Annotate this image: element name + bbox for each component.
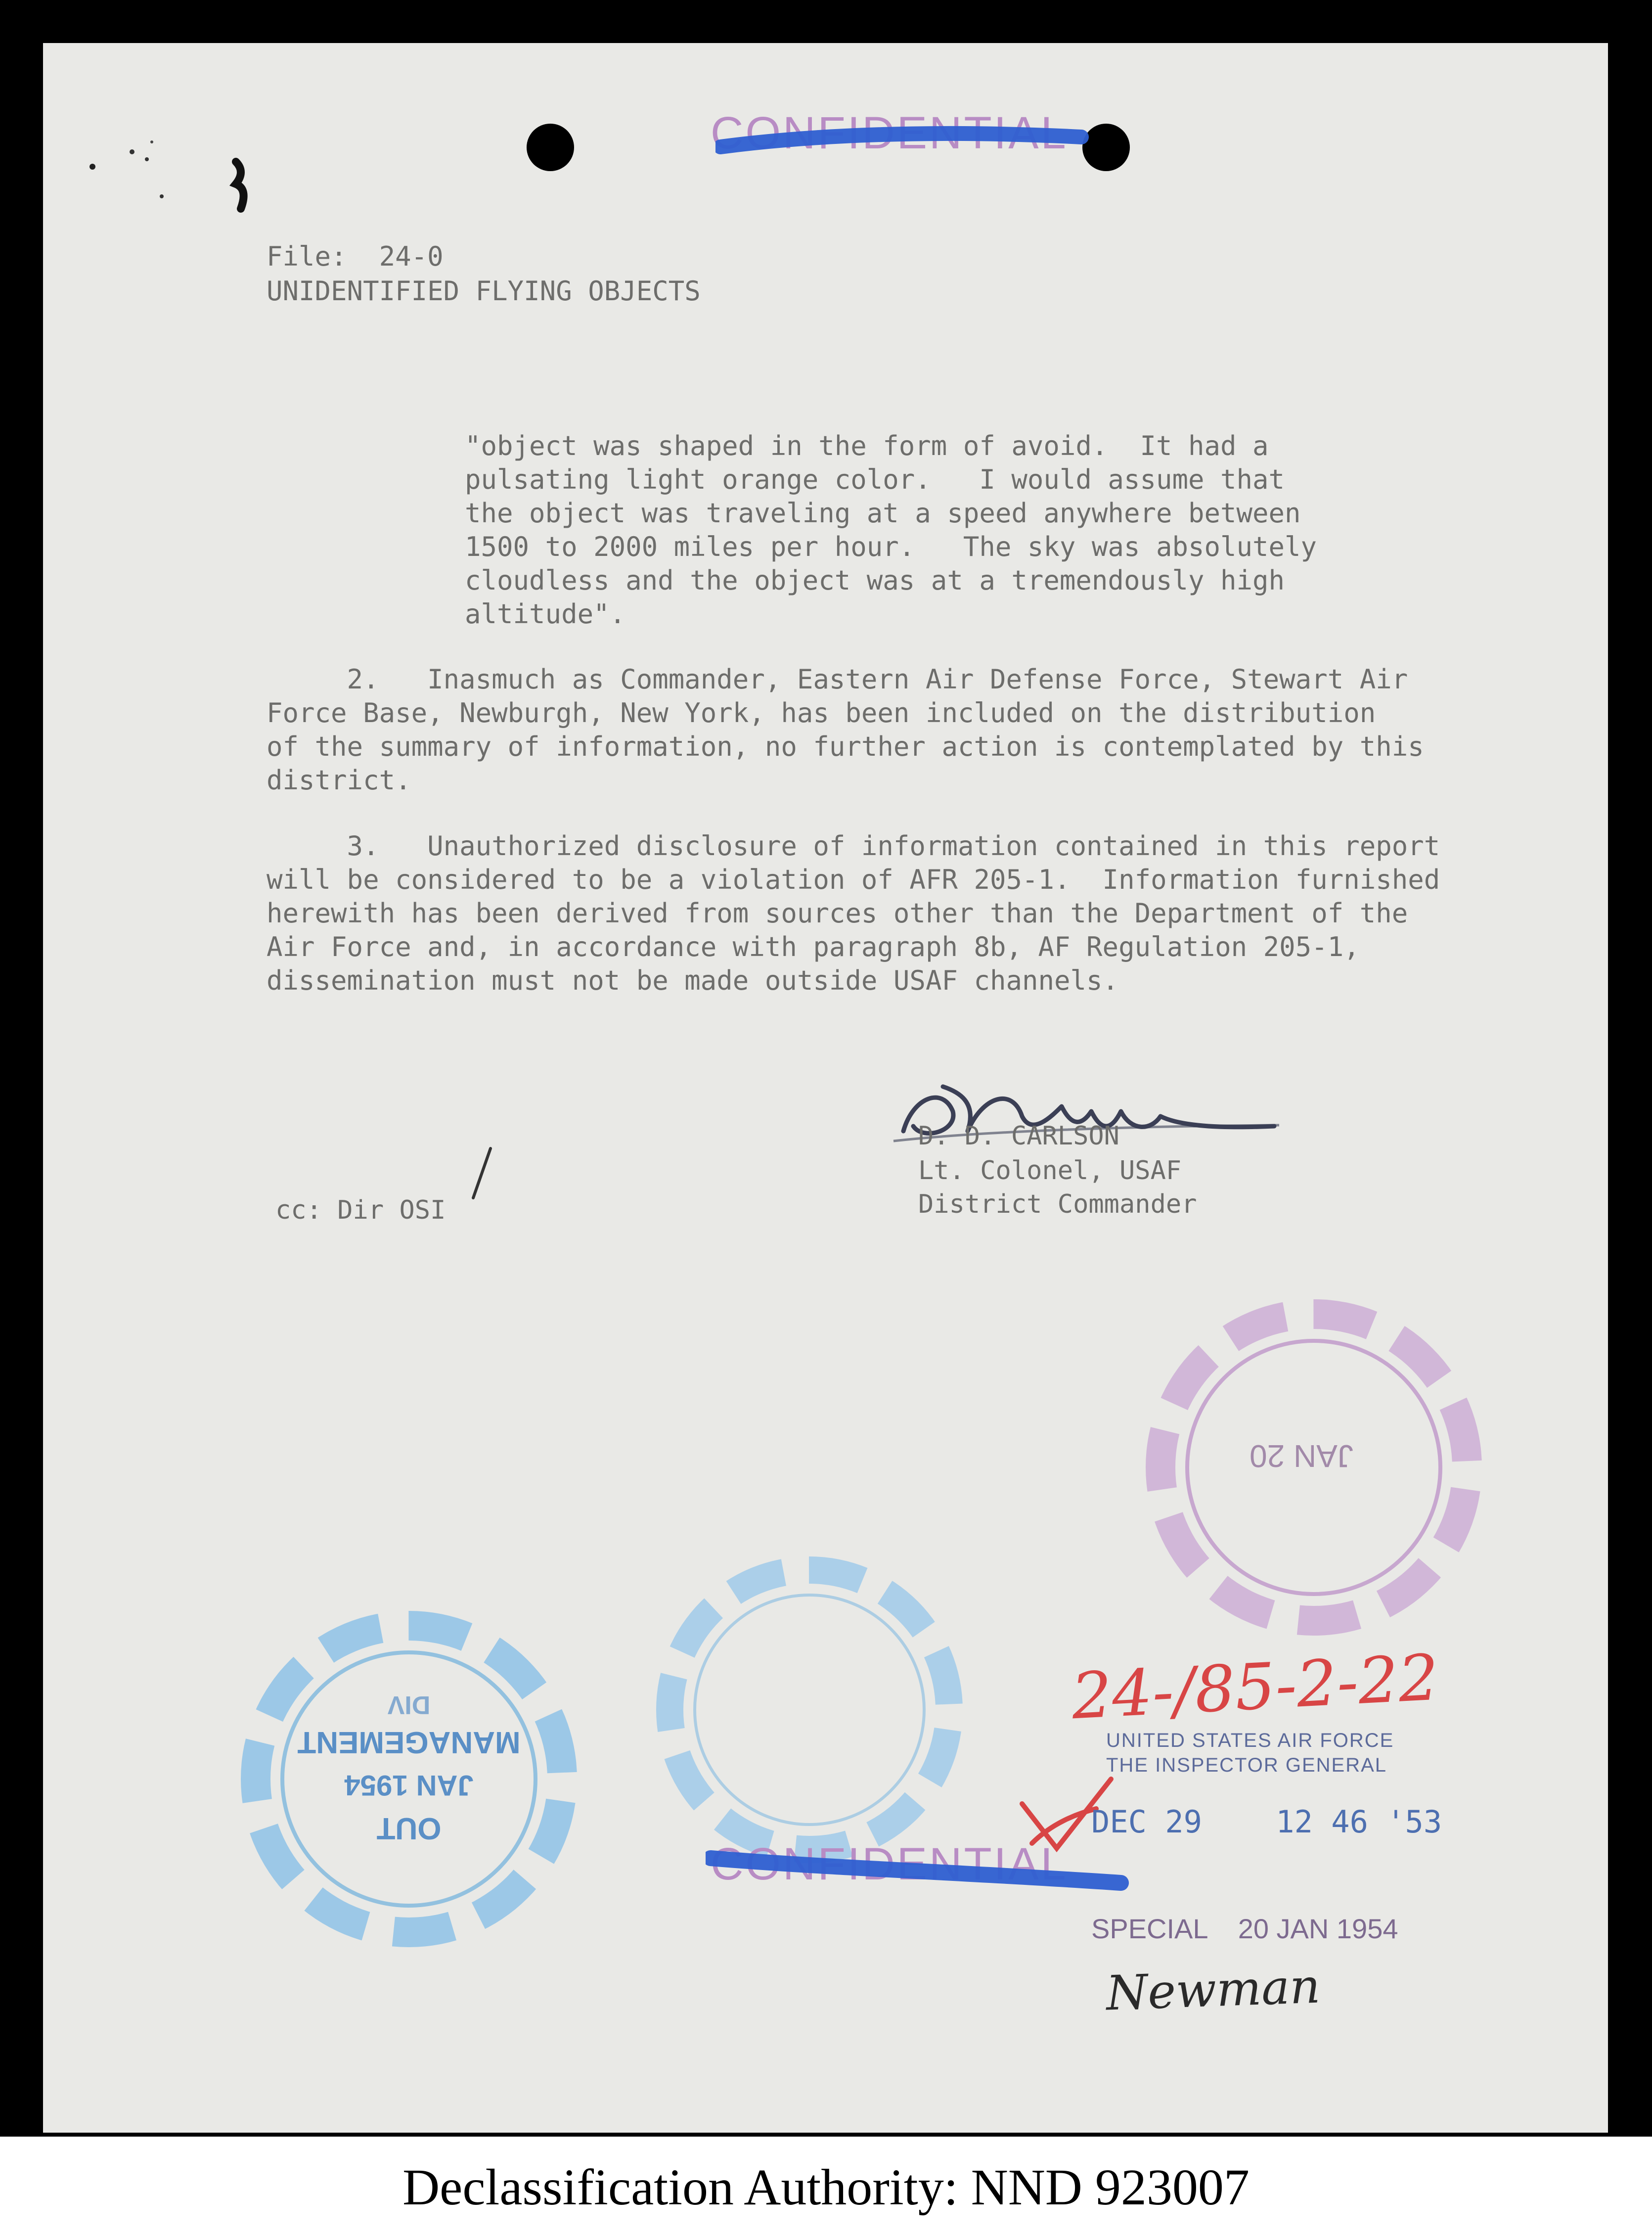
quote-line: cloudless and the object was at a tremendously high	[465, 565, 1285, 596]
blue-stamp-left-text: OUT JAN 1954 MANAGEMENT DIV	[297, 1690, 521, 1845]
paragraph-line: Air Force and, in accordance with paragraph 8b, AF Regulation 205-1,	[267, 931, 1360, 962]
paragraph-line: will be considered to be a violation of AFR 205-1. Information furnished	[267, 864, 1440, 895]
subject-line: UNIDENTIFIED FLYING OBJECTS	[267, 275, 701, 307]
paragraph-line: 3. Unauthorized disclosure of information contained in this report	[267, 830, 1440, 862]
handwritten-initials: Newman	[1105, 1958, 1321, 2021]
quote-line: altitude".	[465, 598, 626, 630]
quote-line: the object was traveling at a speed anywhere between	[465, 498, 1301, 529]
document-page	[43, 43, 1608, 2133]
purple-stamp-date: JAN 20	[1250, 1438, 1353, 1474]
carbon-copy-line: cc: Dir OSI	[275, 1195, 446, 1225]
signer-rank: Lt. Colonel, USAF	[918, 1156, 1182, 1186]
af-stamp-line-2: THE INSPECTOR GENERAL	[1106, 1754, 1387, 1776]
bottom-confidential-stamp: CONFIDENTIAL	[711, 1839, 1068, 1889]
punch-hole-left	[527, 124, 574, 171]
top-confidential-stamp: CONFIDENTIAL	[711, 108, 1068, 158]
signer-name: D. D. CARLSON	[918, 1121, 1119, 1151]
quote-line: "object was shaped in the form of avoid. It had a	[465, 430, 1269, 461]
paragraph-line: herewith has been derived from sources other than the Department of the	[267, 898, 1408, 929]
check-mark	[468, 1143, 498, 1203]
paragraph-line: of the summary of information, no further action is contemplated by this	[267, 731, 1424, 762]
af-stamp-line-1: UNITED STATES AIR FORCE	[1106, 1730, 1394, 1751]
paragraph-line: Force Base, Newburgh, New York, has been included on the distribution	[267, 697, 1376, 729]
handwritten-file-number: 24-/85-2-22	[1070, 1641, 1441, 1734]
received-date-stamp: DEC 29 12 46 '53	[1091, 1804, 1442, 1840]
bottom-marker-strike	[706, 1843, 1131, 1903]
file-number: File: 24-0	[267, 241, 444, 272]
paragraph-line: district.	[267, 765, 411, 796]
declassification-footer: Declassification Authority: NND 923007	[402, 2159, 1250, 2216]
paper-specks	[73, 112, 280, 241]
signer-title: District Commander	[918, 1189, 1197, 1219]
second-date-stamp: SPECIAL 20 JAN 1954	[1091, 1913, 1398, 1944]
paragraph-line: dissemination must not be made outside USAF channels.	[267, 965, 1119, 996]
quote-line: 1500 to 2000 miles per hour. The sky was absolutely	[465, 531, 1317, 562]
quote-line: pulsating light orange color. I would assume that	[465, 464, 1285, 495]
paragraph-line: 2. Inasmuch as Commander, Eastern Air Defense Force, Stewart Air	[267, 664, 1408, 695]
top-marker-strike	[715, 120, 1091, 164]
